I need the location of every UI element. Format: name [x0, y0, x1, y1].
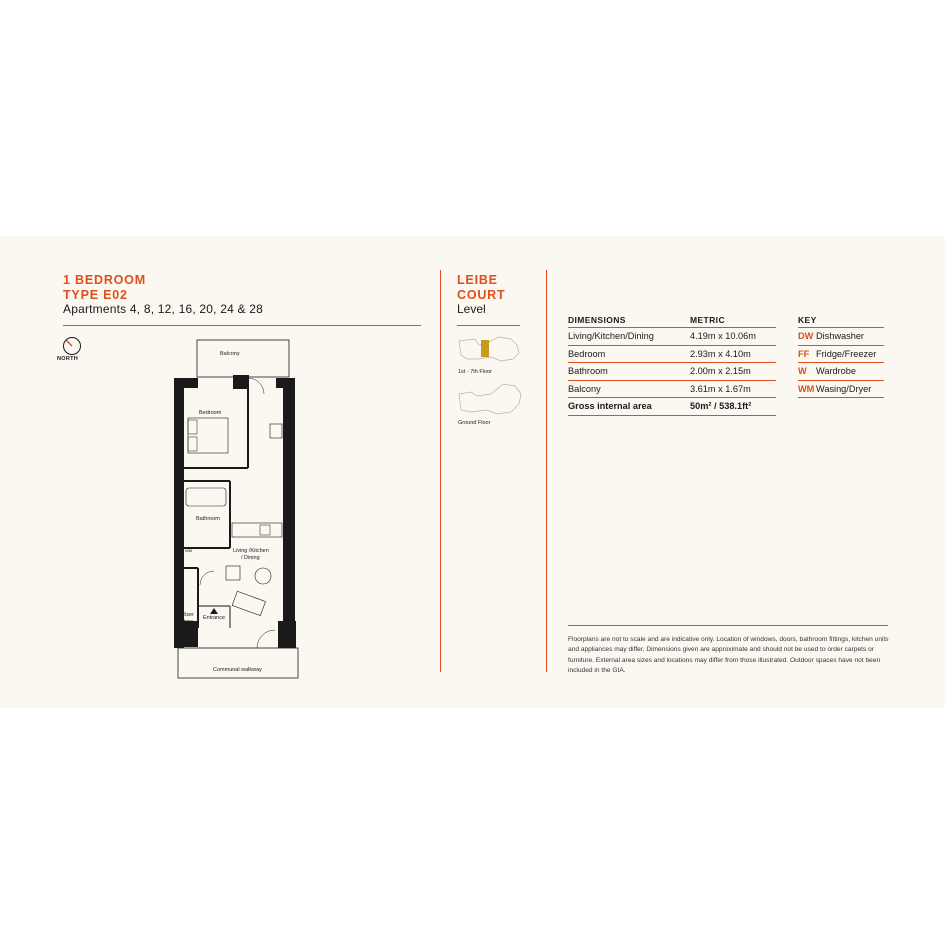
key-row	[798, 380, 884, 398]
label-wm: WM	[185, 548, 193, 553]
key-label: Fridge/Freezer	[816, 345, 884, 363]
room-metric: 3.61m x 1.67m	[690, 380, 776, 398]
ground-floor-label: Ground Floor	[458, 420, 491, 426]
key-code: DW	[798, 328, 816, 346]
level-label: Level	[457, 302, 486, 316]
key-row	[798, 345, 884, 363]
upper-floor-label: 1st - 7th Floor	[458, 369, 492, 375]
compass-label: NORTH	[57, 356, 79, 362]
divider-2	[546, 270, 547, 672]
total-name: Gross internal area	[568, 398, 690, 416]
label-riser: Riser	[181, 612, 194, 618]
key-label: Wardrobe	[816, 363, 884, 381]
label-living: Living /Kitchen	[233, 548, 269, 554]
building-name-1: LEIBE	[457, 273, 498, 287]
room-metric: 4.19m x 10.06m	[690, 328, 776, 346]
key-code: WM	[798, 380, 816, 398]
room-name: Bedroom	[568, 345, 690, 363]
building-name-2: COURT	[457, 288, 506, 302]
label-balcony: Balcony	[220, 351, 240, 357]
total-metric: 50m² / 538.1ft²	[690, 398, 776, 416]
key-code: FF	[798, 345, 816, 363]
dimensions-table	[568, 313, 776, 416]
key-label: Dishwasher	[816, 328, 884, 346]
key-table	[798, 313, 884, 398]
ground-floor-keyplan	[457, 380, 527, 418]
label-dining: / Dining	[241, 555, 260, 561]
table-row	[568, 328, 776, 346]
disclaimer-text: Floorplans are not to scale and are indicative only. Location of windows, doors, bathroom fittings, kitchen units and appliances may differ. Dimensions given are approximate and should not be used to order carpets or furniture. External area sizes and locations may differ from those illustrated. Outdoor spaces have not been included in the GIA.	[568, 636, 889, 674]
divider-1	[440, 270, 441, 672]
upper-floor-keyplan	[457, 333, 527, 367]
bedroom-title: 1 BEDROOM	[63, 273, 146, 287]
court-divider	[457, 325, 520, 326]
label-bathroom: Bathroom	[196, 516, 220, 522]
apartments-list: Apartments 4, 8, 12, 16, 20, 24 & 28	[63, 302, 263, 316]
dimensions-col-header: DIMENSIONS	[568, 313, 690, 328]
table-row	[568, 363, 776, 381]
label-bedroom: Bedroom	[199, 410, 222, 416]
key-header	[798, 313, 884, 328]
table-row	[568, 380, 776, 398]
type-title: TYPE E02	[63, 288, 128, 302]
dimensions-header	[568, 313, 776, 328]
key-row	[798, 328, 884, 346]
label-store: Store	[180, 619, 194, 625]
metric-col-header: METRIC	[690, 313, 776, 328]
label-entrance: Entrance	[203, 615, 226, 621]
key-title: KEY	[798, 313, 884, 328]
left-divider	[63, 325, 421, 326]
floor-plan	[170, 338, 310, 683]
disclaimer-divider	[568, 625, 888, 626]
key-row	[798, 363, 884, 381]
room-name: Balcony	[568, 380, 690, 398]
label-walkway: Communal walkway	[213, 667, 262, 673]
room-name: Bathroom	[568, 363, 690, 381]
room-name: Living/Kitchen/Dining	[568, 328, 690, 346]
compass-icon	[62, 336, 82, 356]
key-label: Wasing/Dryer	[816, 380, 884, 398]
room-metric: 2.00m x 2.15m	[690, 363, 776, 381]
room-metric: 2.93m x 4.10m	[690, 345, 776, 363]
table-row	[568, 345, 776, 363]
key-code: W	[798, 363, 816, 381]
total-row	[568, 398, 776, 416]
